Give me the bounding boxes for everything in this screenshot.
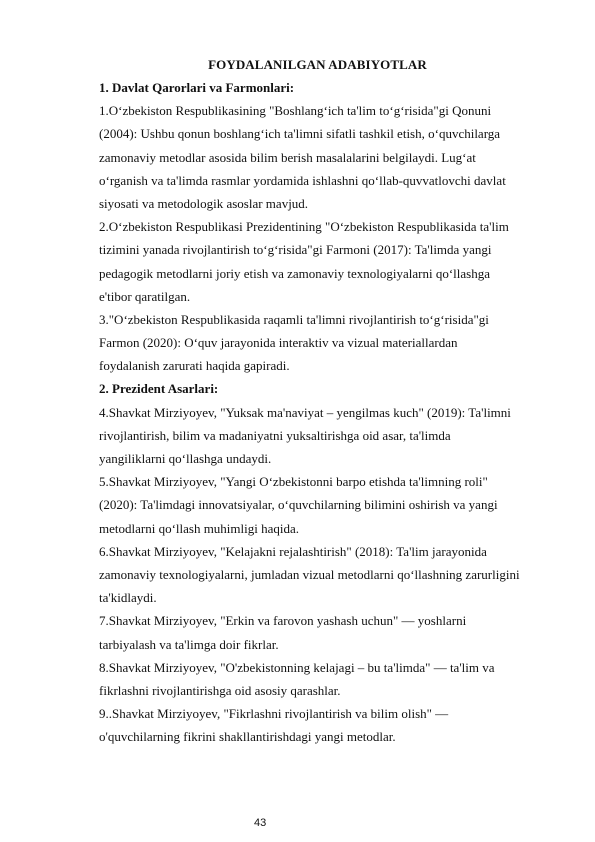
section-heading: 1. Davlat Qarorlari va Farmonlari: bbox=[99, 80, 295, 95]
references-body bbox=[99, 76, 569, 748]
section-heading: 2. Prezident Asarlari: bbox=[99, 381, 219, 397]
reference-line: (2004): Ushbu qonun boshlang‘ich ta'limni sifatli tashkil etish, o‘quvchilarga bbox=[99, 126, 501, 142]
reference-line: (2020): Ta'limdagi innovatsiyalar, o‘quvchilarning bilimini oshirish va yangi bbox=[99, 497, 498, 513]
reference-line: o'quvchilarning fikrini shakllantirishdagi yangi metodlar. bbox=[99, 729, 396, 745]
reference-line: e'tibor qaratilgan. bbox=[99, 288, 191, 304]
reference-line: 1.O‘zbekiston Respublikasining "Boshlang‘ich ta'lim to‘g‘risida"gi Qonuni bbox=[99, 103, 492, 119]
page-title: FOYDALANILGAN ADABIYOTLAR bbox=[208, 57, 427, 72]
reference-line: zamonaviy texnologiyalarni, jumladan vizual metodlarni qo‘llashning zarurligini bbox=[99, 566, 520, 582]
reference-line: rivojlantirish, bilim va madaniyatni yuksaltirishga oid asar, ta'limda bbox=[99, 427, 451, 443]
page-number: 43 bbox=[254, 817, 267, 829]
reference-line: fikrlashni rivojlantirishga oid asosiy qarashlar. bbox=[99, 682, 341, 698]
reference-line: tarbiyalash va ta'limga doir fikrlar. bbox=[99, 636, 279, 652]
reference-line: zamonaviy metodlar asosida bilim berish masalalarini belgilaydi. Lug‘at bbox=[99, 149, 476, 165]
reference-line: 3."O‘zbekiston Respublikasida raqamli ta'limni rivojlantirish to‘g‘risida"gi bbox=[99, 311, 489, 327]
reference-line: 5.Shavkat Mirziyoyev, "Yangi O‘zbekistonni barpo etishda ta'limning roli" bbox=[99, 474, 488, 490]
reference-line: 4.Shavkat Mirziyoyev, "Yuksak ma'naviyat – yengilmas kuch" (2019): Ta'limni bbox=[99, 404, 511, 420]
reference-line: siyosati va metodologik asoslar mavjud. bbox=[99, 195, 309, 211]
reference-line: 8.Shavkat Mirziyoyev, "O'zbekistonning kelajagi – bu ta'limda" — ta'lim va bbox=[99, 659, 495, 675]
reference-line: metodlarni qo‘llash muhimligi haqida. bbox=[99, 520, 300, 536]
reference-line: foydalanish zarurati haqida gapiradi. bbox=[99, 358, 290, 374]
reference-line: tizimini yanada rivojlantirish to‘g‘risida"gi Farmoni (2017): Ta'limda yangi bbox=[99, 242, 492, 258]
reference-line: 7.Shavkat Mirziyoyev, "Erkin va farovon yashash uchun" — yoshlarni bbox=[99, 613, 467, 629]
reference-line: 9..Shavkat Mirziyoyev, "Fikrlashni rivojlantirish va bilim olish" — bbox=[99, 706, 449, 722]
reference-line: 6.Shavkat Mirziyoyev, "Kelajakni rejalashtirish" (2018): Ta'lim jarayonida bbox=[99, 543, 487, 559]
reference-line: pedagogik metodlarni joriy etish va zamonaviy texnologiyalarni qo‘llashga bbox=[99, 265, 490, 281]
reference-line: ta'kidlaydi. bbox=[99, 590, 157, 606]
reference-line: o‘rganish va ta'limda rasmlar yordamida ishlashni qo‘llab-quvvatlovchi davlat bbox=[99, 172, 506, 188]
reference-line: Farmon (2020): O‘quv jarayonida interaktiv va vizual materiallardan bbox=[99, 335, 458, 351]
reference-line: 2.O‘zbekiston Respublikasi Prezidentining "O‘zbekiston Respublikasida ta'lim bbox=[99, 219, 509, 235]
reference-line: yangiliklarni qo‘llashga undaydi. bbox=[99, 451, 272, 466]
